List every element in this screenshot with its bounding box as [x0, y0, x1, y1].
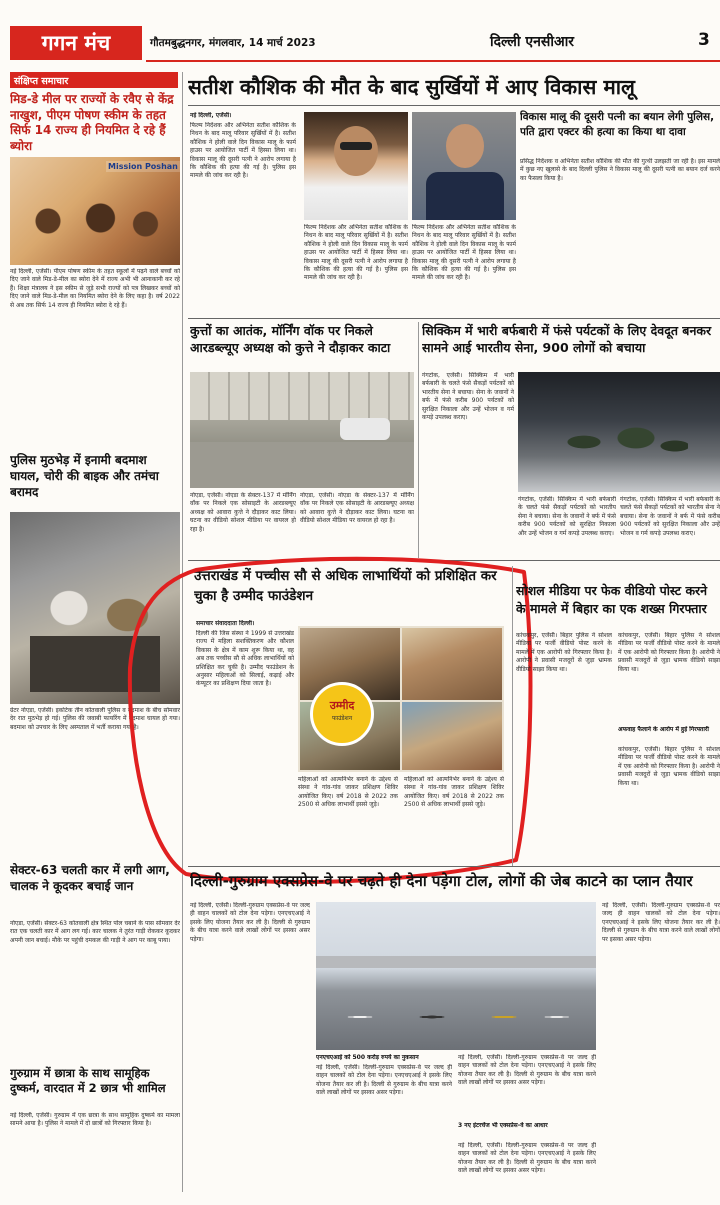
mid-day-meal-photo [10, 157, 180, 265]
encounter-headline: पुलिस मुठभेड़ में इनामी बदमाश घायल, चोरी की बाइक और तमंचा बरामद [10, 453, 159, 499]
edition-label: दिल्ली एनसीआर [490, 34, 575, 50]
umeed-dateline: समाचार संवाददाता दिल्ली। [196, 620, 255, 627]
dateline: गौतमबुद्धनगर, मंगलवार, 14 मार्च 2023 [150, 37, 316, 49]
malu-suit [426, 172, 504, 220]
fake-video-headline: सोशल मीडिया पर फेक वीडियो पोस्ट करने के मामले में बिहार का एक शख्स गिरफ्तार [516, 583, 708, 616]
lead-dateline: नई दिल्ली, एजेंसी। [190, 112, 232, 119]
featured-video-divider [512, 566, 513, 866]
malu-wife-body: प्रसिद्ध निर्देशक व अभिनेता सतीश कौशिक की मौत की गुत्थी उलझती जा रही है। इस मामले में कुछ नए खुलासे के बाद दिल्ली पुलिस ने विकास मालू की दूसरी पत्नी का बयान दर्ज करने का फैसला किया है। [520, 158, 720, 182]
expressway-photo-cars [336, 1002, 576, 1032]
masthead [0, 22, 720, 66]
car-fire-headline: सेक्टर-63 चलती कार में लगी आग, चालक ने कूदकर बचाई जान [10, 863, 170, 893]
expressway-body-col1: नई दिल्ली, एजेंसी। दिल्ली-गुरुग्राम एक्सप्रेस-वे पर जल्द ही वाहन चालकों को टोल देना पड़ेगा। एनएचएआई ने इसके लिए योजना तैयार कर ली है। दिल्ली से गुरुग्राम के बीच यात्रा करने वाले लाखों लोगों पर इसका असर पड़ेगा। [190, 902, 310, 943]
umeed-body-col1: दिल्ली की जिस संस्था ने 1999 से उत्तराखंड राज्य में महिला सशक्तिकरण और कौशल विकास के क्षेत्र में काम शुरू किया था, वह अब तक पच्चीस सौ से अधिक लाभार्थियों को प्रशिक्षित कर चुकी है। उम्मीद फाउंडेशन के अनुसार महिलाओं को सिलाई, कढ़ाई और कंप्यूटर का प्रशिक्षण दिया जाता है। [196, 630, 294, 688]
expressway-right-subhead: 3 नए इंटरचेंज भी एक्सप्रेस-वे का आधार [458, 1122, 548, 1129]
expressway-photo [316, 902, 596, 1050]
kaushik-glasses [340, 142, 372, 150]
lead-bottom-rule [188, 318, 720, 319]
mid-day-meal-headline: मिड-डे मील पर राज्यों के रवैए से केंद्र नाखुश, पीएम पोषण स्कीम के तहत सिर्फ 14 राज्य ही नियमित दे रहे हैं ब्योरा [10, 92, 174, 153]
expressway-body-col5: नई दिल्ली, एजेंसी। दिल्ली-गुरुग्राम एक्सप्रेस-वे पर जल्द ही वाहन चालकों को टोल देना पड़ेगा। एनएचएआई ने इसके लिए योजना तैयार कर ली है। दिल्ली से गुरुग्राम के बीच यात्रा करने वाले लाखों लोगों पर इसका असर पड़ेगा। [602, 902, 720, 943]
dog-photo-building [190, 372, 414, 420]
fake-video-body-col1: कांचकपुर, एजेंसी। बिहार पुलिस ने सोशल मीडिया पर फर्जी वीडियो पोस्ट करने के मामले में एक आरोपी को गिरफ्तार किया है। आरोपी ने प्रवासी मजदूरों से जुड़ा भ्रामक वीडियो साझा किया था। [516, 632, 612, 673]
photo-children-silhouettes [18, 197, 168, 257]
dog-attack-photo [190, 372, 414, 488]
expressway-body-col3: नई दिल्ली, एजेंसी। दिल्ली-गुरुग्राम एक्सप्रेस-वे पर जल्द ही वाहन चालकों को टोल देना पड़ेगा। एनएचएआई ने इसके लिए योजना तैयार कर ली है। दिल्ली से गुरुग्राम के बीच यात्रा करने वाले लाखों लोगों पर इसका असर पड़ेगा। [458, 1054, 596, 1087]
fake-video-body-col3: कांचकपुर, एजेंसी। बिहार पुलिस ने सोशल मीडिया पर फर्जी वीडियो पोस्ट करने के मामले में एक आरोपी को गिरफ्तार किया है। आरोपी ने प्रवासी मजदूरों से जुड़ा भ्रामक वीडियो साझा किया था। [618, 746, 720, 787]
fake-video-body-col2: कांचकपुर, एजेंसी। बिहार पुलिस ने सोशल मीडिया पर फर्जी वीडियो पोस्ट करने के मामले में एक आरोपी को गिरफ्तार किया है। आरोपी ने प्रवासी मजदूरों से जुड़ा भ्रामक वीडियो साझा किया था। [618, 632, 720, 673]
fake-video-subhead: अफवाह फैलाने के आरोप में हुई गिरफ्तारी [618, 726, 709, 733]
gurugram-crime-body: नई दिल्ली, एजेंसी। गुरुग्राम में एक छात्रा के साथ सामूहिक दुष्कर्म का मामला सामने आया है। पुलिस ने मामले में दो छात्रों को गिरफ्तार किया है। [10, 1112, 180, 1128]
section-label-text: संक्षिप्त समाचार [14, 76, 69, 87]
encounter-body: ग्रेटर नोएडा, एजेंसी। इकोटेक तीन कोतवाली पुलिस व बदमाश के बीच सोमवार देर रात मुठभेड़ हो गई। पुलिस की जवाबी फायरिंग में बदमाश घायल हो गया। बदमाश को उपचार के लिए अस्पताल में भर्ती कराया गया है। [10, 707, 180, 731]
sikkim-body-col1: गंगटोक, एजेंसी। सिक्किम में भारी बर्फबारी के चलते फंसे सैकड़ों पर्यटकों को भारतीय सेना ने बचाया। सेना के जवानों ने बर्फ में फंसे करीब 900 पर्यटकों को सुरक्षित निकाला और उन्हें भोजन व गर्म कपड़े उपलब्ध कराए। [422, 372, 514, 422]
expressway-body-col4: नई दिल्ली, एजेंसी। दिल्ली-गुरुग्राम एक्सप्रेस-वे पर जल्द ही वाहन चालकों को टोल देना पड़ेगा। एनएचएआई ने इसके लिए योजना तैयार कर ली है। दिल्ली से गुरुग्राम के बीच यात्रा करने वाले लाखों लोगों पर इसका असर पड़ेगा। [458, 1142, 596, 1175]
car-fire-body: नोएडा, एजेंसी। सेक्टर-63 कोतवाली क्षेत्र स्थित पोल चबाने के पास सोमवार देर रात एक चलती कार में आग लग गई। कार चालक ने तुरंत गाड़ी रोककर कूदकर अपनी जान बचाई। मौके पर पहुंची दमकल की गाड़ी ने आग पर काबू पाया। [10, 920, 180, 944]
page-number: 3 [698, 30, 710, 50]
sikkim-snow-photo [518, 372, 720, 492]
expressway-photo-overpass [316, 956, 596, 968]
mid-day-meal-body: नई दिल्ली, एजेंसी। पीएम पोषण स्कीम के तहत स्कूलों में पढ़ने वाले बच्चों को दिए जाने वाले मिड-डे-मील का ब्योरा देने में राज्य अभी भी आनाकानी कर रहे हैं। शिक्षा मंत्रालय ने इस स्कीम से जुड़े सभी राज्यों को पत्र लिखकर बच्चों को दिए जाने वाले मिड-डे-मील का नियमित ब्योरा देने के लिए कहा है। वर्ष 2022 से अब तक सिर्फ 14 राज्य ही नियमित ब्योरा दे रहे हैं। [10, 268, 180, 309]
lead-headline: सतीश कौशिक की मौत के बाद सुर्खियों में आए विकास मालू [188, 75, 635, 99]
lead-headline-rule [188, 105, 720, 106]
dog-attack-headline: कुत्तों का आतंक, मॉर्निंग वॉक पर निकले आरडब्ल्यूए अध्यक्ष को कुत्ते ने दौड़ाकर काटा [190, 323, 391, 355]
umeed-foundation-headline: उत्तराखंड में पच्चीस सौ से अधिक लाभार्थियों को प्रशिक्षित कर चुका है उम्मीद फाउंडेशन [194, 568, 497, 604]
vikas-malu-photo [412, 112, 516, 220]
sikkim-body-col3: गंगटोक, एजेंसी। सिक्किम में भारी बर्फबारी के चलते फंसे सैकड़ों पर्यटकों को भारतीय सेना ने बचाया। सेना के जवानों ने बर्फ में फंसे करीब 900 पर्यटकों को सुरक्षित निकाला और उन्हें भोजन व गर्म कपड़े उपलब्ध कराए। [620, 496, 720, 537]
sikkim-body-col2: गंगटोक, एजेंसी। सिक्किम में भारी बर्फबारी के चलते फंसे सैकड़ों पर्यटकों को भारतीय सेना ने बचाया। सेना के जवानों ने बर्फ में फंसे करीब 900 पर्यटकों को सुरक्षित निकाला और उन्हें भोजन व गर्म कपड़े उपलब्ध कराए। [518, 496, 616, 537]
umeed-body-col2: महिलाओं को आत्मनिर्भर बनाने के उद्देश्य से संस्था ने गांव-गांव जाकर प्रशिक्षण शिविर आयोजित किए। वर्ष 2018 से 2022 तक 2500 से अधिक लाभार्थी इससे जुड़े। [298, 776, 398, 809]
dog-attack-body-col1: नोएडा, एजेंसी। नोएडा के सेक्टर-137 में मॉर्निंग वॉक पर निकले एक सोसाइटी के आरडब्ल्यूए अध्यक्ष को आवारा कुत्ते ने दौड़ाकर काट लिया। घटना का वीडियो सोशल मीडिया पर वायरल हो रहा है। [190, 492, 296, 533]
red-annotation-circle [116, 548, 536, 894]
kaushik-face [334, 126, 378, 176]
umeed-body-col3: महिलाओं को आत्मनिर्भर बनाने के उद्देश्य से संस्था ने गांव-गांव जाकर प्रशिक्षण शिविर आयोजित किए। वर्ष 2018 से 2022 तक 2500 से अधिक लाभार्थी इससे जुड़े। [404, 776, 504, 809]
lead-body-col1: फिल्म निर्देशक और अभिनेता सतीश कौशिक के निधन के बाद मालू परिवार सुर्खियों में है। सतीश कौशिक ने होली वाले दिन विकास मालू के फार्म हाउस पर आयोजित पार्टी में हिस्सा लिया था। विकास मालू की दूसरी पत्नी ने आरोप लगाया है कि कौशिक की हत्या की गई है। पुलिस इस मामले की जांच कर रही है। [190, 122, 296, 180]
dog-photo-car [340, 418, 390, 440]
expressway-body-col2: नई दिल्ली, एजेंसी। दिल्ली-गुरुग्राम एक्सप्रेस-वे पर जल्द ही वाहन चालकों को टोल देना पड़ेगा। एनएचएआई ने इसके लिए योजना तैयार कर ली है। दिल्ली से गुरुग्राम के बीच यात्रा करने वाले लाखों लोगों पर इसका असर पड़ेगा। [316, 1064, 452, 1097]
umeed-logo-text: उम्मीद [329, 699, 355, 712]
malu-face [446, 124, 484, 168]
gurugram-crime-headline: गुरुग्राम में छात्रा के साथ सामूहिक दुष्कर्म, वारदात में 2 छात्र भी शामिल [10, 1066, 166, 1095]
sikkim-headline: सिक्किम में भारी बर्फबारी में फंसे पर्यटकों के लिए देवदूत बनकर सामने आई भारतीय सेना, 900 लोगों को बचाया [422, 323, 712, 355]
paper-name: गगन मंच [41, 30, 111, 55]
sikkim-photo-soldiers [558, 402, 688, 482]
mission-poshan-caption: Mission Poshan [108, 162, 178, 171]
dog-sikkim-divider [418, 322, 419, 558]
dog-attack-body-col2: नोएडा, एजेंसी। नोएडा के सेक्टर-137 में मॉर्निंग वॉक पर निकले एक सोसाइटी के आरडब्ल्यूए अध्यक्ष को आवारा कुत्ते ने दौड़ाकर काट लिया। घटना का वीडियो सोशल मीडिया पर वायरल हो रहा है। [300, 492, 414, 525]
masthead-rule [146, 60, 720, 62]
lower-rule [188, 866, 720, 867]
lead-body-col3: फिल्म निर्देशक और अभिनेता सतीश कौशिक के निधन के बाद मालू परिवार सुर्खियों में है। सतीश कौशिक ने होली वाले दिन विकास मालू के फार्म हाउस पर आयोजित पार्टी में हिस्सा लिया था। विकास मालू की दूसरी पत्नी ने आरोप लगाया है कि कौशिक की हत्या की गई है। पुलिस इस मामले की जांच कर रही है। [412, 224, 516, 282]
umeed-logo-subtext: फाउंडेशन [331, 715, 353, 722]
expressway-headline: दिल्ली-गुरुग्राम एक्सप्रेस-वे पर चढ़ते ही देना पड़ेगा टोल, लोगों की जेब काटने का प्लान तैयार [190, 872, 693, 890]
dog-photo-road [190, 442, 414, 488]
malu-wife-headline: विकास मालू की दूसरी पत्नी का बयान लेगी पुलिस, पति द्वारा एक्टर की हत्या का किया था दावा [520, 111, 715, 138]
expressway-subhead: एनएचएआई को 500 करोड़ रुपये का नुकसान [316, 1054, 419, 1061]
lead-body-col2: फिल्म निर्देशक और अभिनेता सतीश कौशिक के निधन के बाद मालू परिवार सुर्खियों में है। सतीश कौशिक ने होली वाले दिन विकास मालू के फार्म हाउस पर आयोजित पार्टी में हिस्सा लिया था। विकास मालू की दूसरी पत्नी ने आरोप लगाया है कि कौशिक की हत्या की गई है। पुलिस इस मामले की जांच कर रही है। [304, 224, 408, 282]
satish-kaushik-photo [304, 112, 408, 220]
